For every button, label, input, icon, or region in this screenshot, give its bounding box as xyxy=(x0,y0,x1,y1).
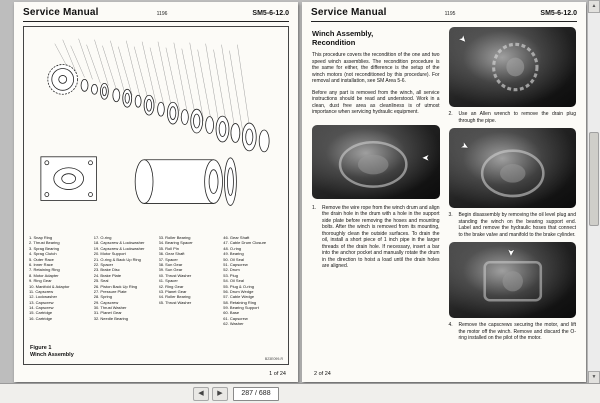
scroll-down-button[interactable]: ▼ xyxy=(588,371,600,384)
annotation-arrow-icon: ➤ xyxy=(456,33,469,46)
page-indicator-field[interactable] xyxy=(233,387,279,401)
page-header xyxy=(311,7,577,18)
photo-oil-level-plug xyxy=(449,128,577,208)
sheet-number-right-page: 2 of 24 xyxy=(314,371,331,377)
photo-detail-art xyxy=(449,128,577,208)
scrollbar-thumb[interactable] xyxy=(589,132,599,226)
procedure-step-4 xyxy=(449,322,577,342)
step-number: 1. xyxy=(312,204,317,211)
section-title xyxy=(312,29,440,47)
doc-section-code: SM5-6-12.0 xyxy=(252,10,289,17)
vertical-scrollbar[interactable] xyxy=(587,0,600,384)
photo-drain-plug-removal xyxy=(449,27,577,107)
figure-box xyxy=(23,26,289,365)
figure-name: Winch Assembly xyxy=(30,352,74,359)
procedure-step-2 xyxy=(449,111,577,124)
manual-title: Service Manual xyxy=(311,7,387,18)
step-number: 2. xyxy=(448,111,453,117)
next-page-button[interactable]: ▶ xyxy=(212,387,228,401)
header-rule xyxy=(23,21,289,22)
parts-column-3: 33. Roller Bearing 34. Bearing Spacer 35. Roll Pin 36. Gear Shaft 37. Spacer 38. Sun Gear 39. Sun Gear 40. Thrust Washer 41. Spacer 42. Ring Gear 43. Planet Gear 44. Roller Bearing 45. Thrust Washer xyxy=(158,235,193,305)
intro-paragraph-1: This procedure covers the recondition of the one and two speed winch assemblies. The recondition procedure is the same for either, the difference is the setup of the winch motors (not reconditioned by this procedure). For removal and installation, see SM Area 5-6. xyxy=(312,52,440,84)
step-number: 4. xyxy=(448,322,453,328)
page-left xyxy=(14,2,298,382)
procedure-step-3 xyxy=(449,212,577,238)
photo-detail-art xyxy=(312,125,440,199)
parts-list xyxy=(29,235,285,327)
page-header xyxy=(23,7,289,18)
parts-column-2: 17. O-ring 18. Capscrew & Lockwasher 19. Capscrew & Lockwasher 20. Motor Support 21. O-ring & Back Up Ring 22. Spacer 23. Brake Disc 24. Brake Plate 25. Seal 26. Piston Back Up Ring 27. Pressure Plate 28. Spring 29. Capscrew 30. Thrust Washer 31. Planet Gear 32. Needle Bearing xyxy=(93,235,145,321)
step-text: Remove the capscrews securing the motor, and lift the motor off the winch. Remove and discard the O-ring installed on the pilot of the motor. xyxy=(458,322,576,341)
step-text: Begin disassembly by removing the oil level plug and standing the winch on the bearing support end. Label and remove the hydraulic hoses that connect to the brake valve and manifold to the brake cylinder. xyxy=(458,212,576,238)
manual-title: Service Manual xyxy=(23,7,99,18)
text-columns xyxy=(312,27,576,366)
annotation-arrow-icon: ➤ xyxy=(458,139,471,153)
photo-winch-drain-hole xyxy=(312,125,440,199)
page-right xyxy=(302,2,586,382)
photo-motor-removal xyxy=(449,242,577,318)
step-text: Use an Allen wrench to remove the drain plug through the pipe. xyxy=(458,111,576,124)
annotation-arrow-icon: ➤ xyxy=(421,152,430,163)
intro-paragraph-2: Before any part is removed from the winch, all service instructions should be read and understood. Work in a clean, dust free area as cleanliness is of utmost importance when servicing hydraulic equipment. xyxy=(312,89,440,115)
column-left xyxy=(312,27,440,366)
page-spread xyxy=(14,2,586,382)
parts-column-4: 46. Gear Shaft 47. Cable Drum Closure 48. O-ring 49. Bearing 50. Oil Seal 51. Capscrew 52. Drum 53. Plug 54. Oil Seal 55. Plug & O-ring 56. Drum Wedge 57. Cable Wedge 58. Retaining Ring 59. Bearing Support 60. Base 61. Capscrew 62. Washer xyxy=(223,235,267,327)
procedure-step-1 xyxy=(312,205,440,270)
column-right xyxy=(449,27,577,366)
winch-exploded-diagram xyxy=(25,29,287,233)
section-title-line2: Recondition xyxy=(312,38,356,47)
figure-ref-code: B23E099-R xyxy=(264,357,283,361)
step-number: 3. xyxy=(448,212,453,218)
figure-label: Figure 1 xyxy=(30,345,52,352)
page-number: 1195 xyxy=(444,11,456,17)
step-text: Remove the wire rope from the winch drum and align the drain hole in the drum with a hole in the support side plate before removing the hoses and mounting bolts. After the winch is removed from its mounting, thoroughly clean the outside surfaces. To drain the oil, install a short piece of 1 inch pipe in the larger threads of the drain hole. If necessary, insert a bar into the anchor pocket and manually rotate the drum in the direction to hoist a load until the drain holes are aligned. xyxy=(322,204,440,269)
parts-column-1: 1. Snap Ring 2. Thrust Bearing 3. Sprag Bearing 4. Sprag Clutch 5. Outer Race 6. Inner Race 7. Retaining Ring 8. Motor Adapter 9. Ring Gear 10. Manifold & Adaptor 11. Capscrew 12. Lockwasher 13. Capscrew 14. Capscrew 15. Cartridge 16. Cartridge xyxy=(29,235,70,321)
section-title-line1: Winch Assembly, xyxy=(312,29,374,38)
doc-section-code: SM5-6-12.0 xyxy=(540,10,577,17)
previous-page-button[interactable]: ◀ xyxy=(193,387,209,401)
figure-caption xyxy=(30,345,74,359)
page-number: 1196 xyxy=(156,11,168,17)
viewer-toolbar xyxy=(0,383,600,403)
scroll-up-button[interactable]: ▲ xyxy=(588,0,600,13)
annotation-arrow-icon: ➤ xyxy=(506,248,517,257)
header-rule xyxy=(311,21,577,22)
sheet-number-left-page: 1 of 24 xyxy=(269,371,286,377)
